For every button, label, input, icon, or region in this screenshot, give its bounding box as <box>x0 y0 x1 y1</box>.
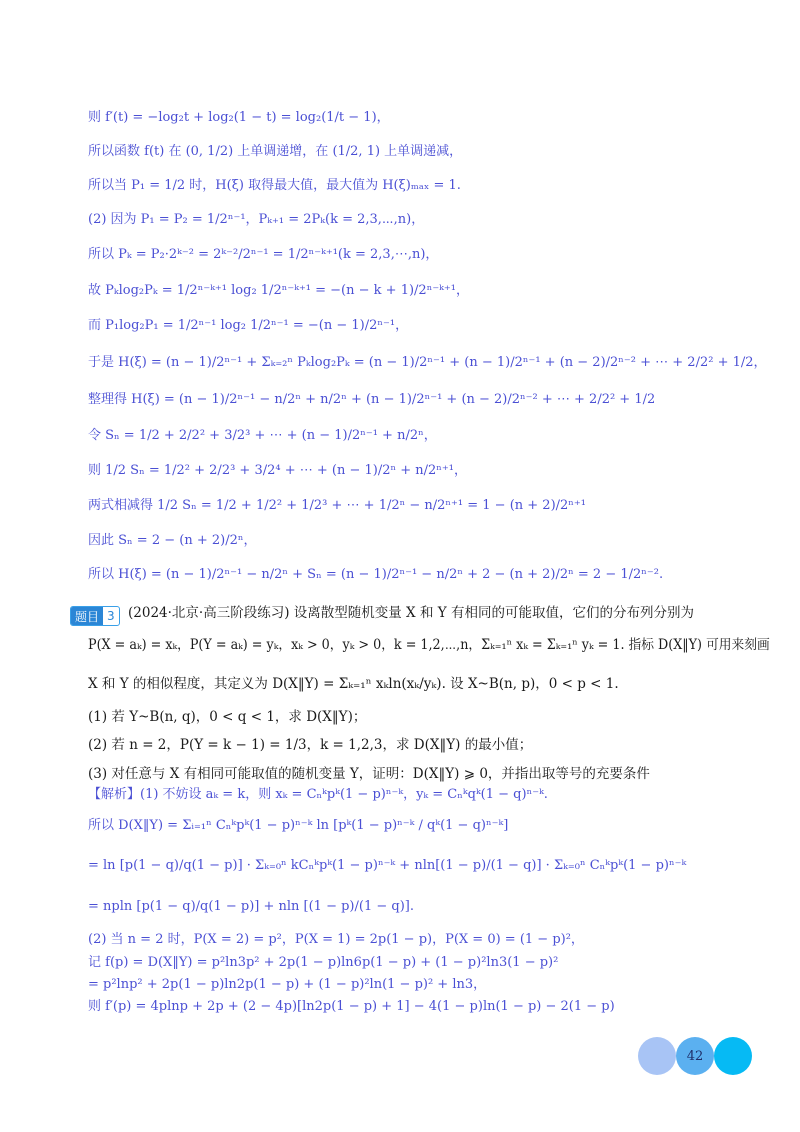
solution-line: 则 f′(p) = 4plnp + 2p + (2 − 4p)[ln2p(1 − p) + 1] − 4(1 − p)ln(1 − p) − 2(1 − p) <box>88 999 615 1014</box>
solution-line: 记 f(p) = D(X‖Y) = p²ln3p² + 2p(1 − p)ln6p(1 − p) + (1 − p)²ln3(1 − p)² <box>88 955 559 970</box>
solution-line: = npln [p(1 − q)/q(1 − p)] + nln [(1 − p)/(1 − q)]. <box>88 899 414 914</box>
question-line: (1) 若 Y~B(n, q)，0 < q < 1，求 D(X‖Y)； <box>88 709 367 725</box>
question-label-number: 3 <box>107 609 115 623</box>
question-label <box>70 606 120 626</box>
solution-line: 而 P₁log₂P₁ = 1/2ⁿ⁻¹ log₂ 1/2ⁿ⁻¹ = −(n − 1)/2ⁿ⁻¹， <box>88 318 409 333</box>
solution-line: = ln [p(1 − q)/q(1 − p)] · Σₖ₌₀ⁿ kCₙᵏpᵏ(1 − p)ⁿ⁻ᵏ + nln[(1 − p)/(1 − q)] · Σₖ₌₀ⁿ Cₙᵏpᵏ(1 − p)ⁿ⁻ᵏ <box>88 858 687 873</box>
question-line: (2) 若 n = 2，P(Y = k − 1) = 1/3，k = 1,2,3，求 D(X‖Y) 的最小值； <box>88 737 533 753</box>
solution-line: (2) 当 n = 2 时，P(X = 2) = p²，P(X = 1) = 2p(1 − p)，P(X = 0) = (1 − p)²， <box>88 932 584 947</box>
solution-line: 则 1/2 Sₙ = 1/2² + 2/2³ + 3/2⁴ + ⋯ + (n − 1)/2ⁿ + n/2ⁿ⁺¹， <box>88 463 467 478</box>
solution-line: 所以当 P₁ = 1/2 时，H(ξ) 取得最大值，最大值为 H(ξ)ₘₐₓ = 1. <box>88 178 461 193</box>
page-number-text: 42 <box>686 1048 704 1064</box>
solution-line: 则 f′(t) = −log₂t + log₂(1 − t) = log₂(1/t − 1)， <box>88 110 390 125</box>
solution-line: 所以 Pₖ = P₂·2ᵏ⁻² = 2ᵏ⁻²/2ⁿ⁻¹ = 1/2ⁿ⁻ᵏ⁺¹(k = 2,3,⋯,n)， <box>88 247 439 262</box>
question-label-prefix: 题目 <box>71 607 103 625</box>
solution-line: 整理得 H(ξ) = (n − 1)/2ⁿ⁻¹ − n/2ⁿ + n/2ⁿ + (n − 1)/2ⁿ⁻¹ + (n − 2)/2ⁿ⁻² + ⋯ + 2/2² + 1/2 <box>88 392 656 407</box>
question-line: X 和 Y 的相似程度，其定义为 D(X‖Y) = Σₖ₌₁ⁿ xₖln(xₖ/yₖ). 设 X~B(n, p)，0 < p < 1. <box>88 676 619 692</box>
solution-line: (2) 因为 P₁ = P₂ = 1/2ⁿ⁻¹，Pₖ₊₁ = 2Pₖ(k = 2,3,⋯,n)， <box>88 212 425 227</box>
solution-line: 两式相减得 1/2 Sₙ = 1/2 + 1/2² + 1/2³ + ⋯ + 1/2ⁿ − n/2ⁿ⁺¹ = 1 − (n + 2)/2ⁿ⁺¹ <box>88 498 586 513</box>
question-line: (2024·北京·高三阶段练习) 设离散型随机变量 X 和 Y 有相同的可能取值，它们的分布列分别为 <box>128 605 694 621</box>
solution-line: 故 Pₖlog₂Pₖ = 1/2ⁿ⁻ᵏ⁺¹ log₂ 1/2ⁿ⁻ᵏ⁺¹ = −(n − k + 1)/2ⁿ⁻ᵏ⁺¹， <box>88 283 469 298</box>
solution-line: 所以 H(ξ) = (n − 1)/2ⁿ⁻¹ − n/2ⁿ + Sₙ = (n − 1)/2ⁿ⁻¹ − n/2ⁿ + 2 − (n + 2)/2ⁿ = 2 − 1/2ⁿ⁻². <box>88 567 664 582</box>
solution-line: 于是 H(ξ) = (n − 1)/2ⁿ⁻¹ + Σₖ₌₂ⁿ Pₖlog₂Pₖ = (n − 1)/2ⁿ⁻¹ + (n − 1)/2ⁿ⁻¹ + (n − 2)/2ⁿ⁻² + ⋯ + 2/2² + 1/2， <box>88 355 767 370</box>
question-line: (3) 对任意与 X 有相同可能取值的随机变量 Y，证明：D(X‖Y) ⩾ 0，并指出取等号的充要条件 <box>88 766 650 782</box>
solution-line: = p²lnp² + 2p(1 − p)ln2p(1 − p) + (1 − p)²ln(1 − p)² + ln3， <box>88 977 487 992</box>
page-decoration-circle-right <box>714 1037 752 1075</box>
solution-line: 【解析】(1) 不妨设 aₖ = k，则 xₖ = Cₙᵏpᵏ(1 − p)ⁿ⁻ᵏ，yₖ = Cₙᵏqᵏ(1 − q)ⁿ⁻ᵏ. <box>88 787 548 802</box>
question-line: P(X = aₖ) = xₖ，P(Y = aₖ) = yₖ，xₖ > 0，yₖ > 0，k = 1,2,⋯,n，Σₖ₌₁ⁿ xₖ = Σₖ₌₁ⁿ yₖ = 1. 指标 D(X‖Y) 可用来刻画 <box>88 637 770 653</box>
solution-line: 所以函数 f(t) 在 (0, 1/2) 上单调递增，在 (1/2, 1) 上单调递减， <box>88 144 463 159</box>
solution-line: 因此 Sₙ = 2 − (n + 2)/2ⁿ， <box>88 533 257 548</box>
solution-line: 所以 D(X‖Y) = Σᵢ₌₁ⁿ Cₙᵏpᵏ(1 − p)ⁿ⁻ᵏ ln [pᵏ(1 − p)ⁿ⁻ᵏ / qᵏ(1 − q)ⁿ⁻ᵏ] <box>88 818 509 833</box>
solution-line: 令 Sₙ = 1/2 + 2/2² + 3/2³ + ⋯ + (n − 1)/2ⁿ⁻¹ + n/2ⁿ， <box>88 428 437 443</box>
page-number <box>676 1037 714 1075</box>
page-decoration-circle-left <box>638 1037 676 1075</box>
